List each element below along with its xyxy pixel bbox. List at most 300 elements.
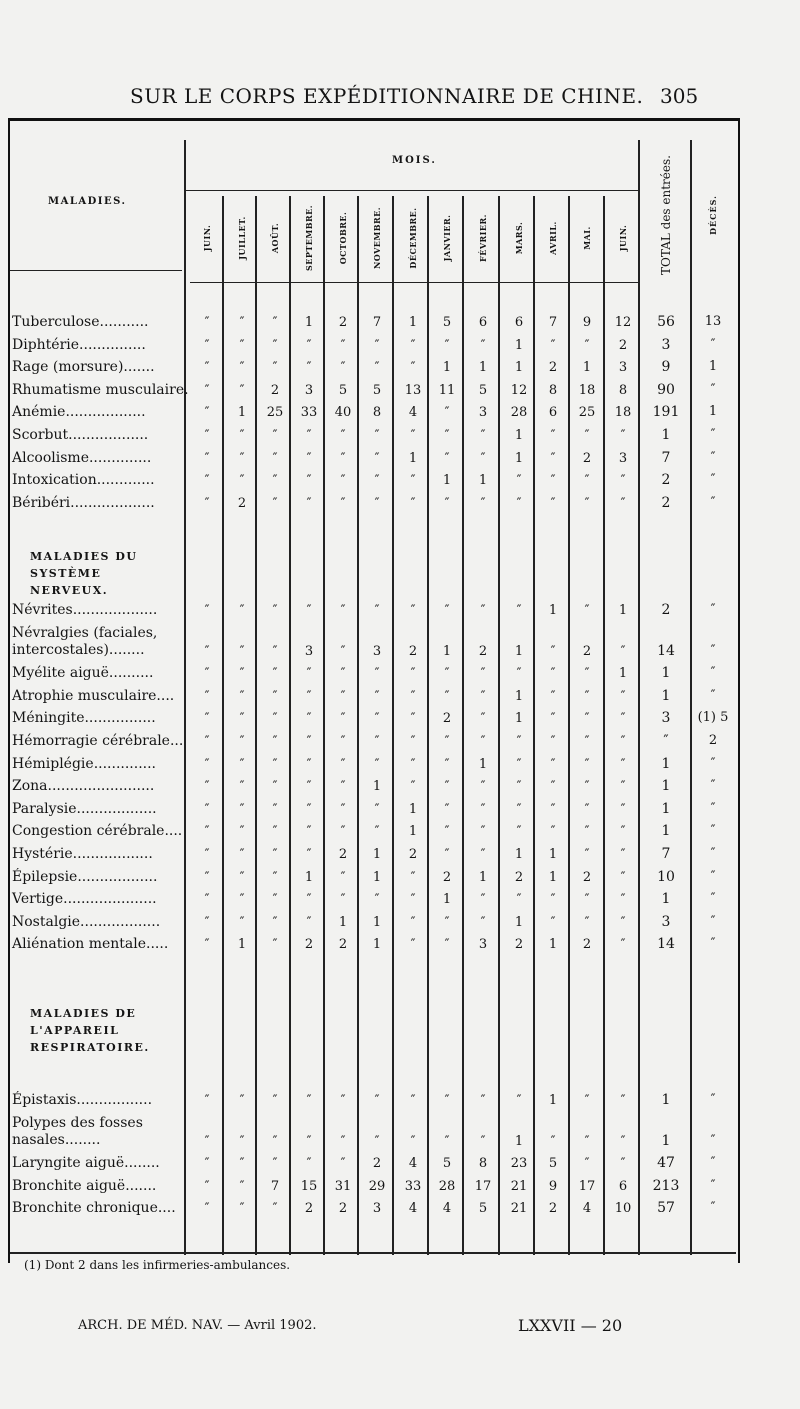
month-value: 33 — [300, 405, 318, 421]
month-value: ″ — [239, 847, 245, 862]
month-value: 33 — [404, 1178, 422, 1194]
month-value: ″ — [340, 756, 346, 772]
month-value: ″ — [340, 892, 346, 908]
table-row — [0, 844, 740, 866]
month-value: ″ — [239, 1156, 245, 1172]
month-value: ″ — [550, 666, 556, 682]
month-value: ″ — [410, 1133, 416, 1149]
month-value: ″ — [444, 734, 450, 749]
month-value: ″ — [340, 666, 346, 682]
month-value: 12 — [510, 382, 528, 398]
month-value: 3 — [304, 643, 314, 659]
month-value: ″ — [306, 603, 312, 618]
month-value: ″ — [374, 603, 380, 618]
month-value: ″ — [239, 824, 245, 840]
month-value: 3 — [372, 1201, 382, 1217]
month-value: ″ — [204, 643, 210, 659]
month-value: ″ — [340, 360, 346, 376]
month-header-label: JUIN. — [618, 224, 628, 252]
month-value: ″ — [272, 603, 278, 618]
month-value: ″ — [550, 1133, 556, 1149]
total-value: 90 — [657, 381, 675, 398]
month-value: 40 — [334, 405, 352, 421]
deaths-value: ″ — [710, 1132, 716, 1148]
month-value: ″ — [584, 734, 590, 749]
footer-journal: ARCH. DE MÉD. NAV. — Avril 1902. — [78, 1318, 317, 1333]
month-value: 1 — [442, 892, 452, 908]
table-row — [0, 799, 740, 821]
month-value: ″ — [410, 428, 416, 443]
month-value: 2 — [582, 643, 592, 659]
total-value: 2 — [661, 494, 671, 511]
month-value: ″ — [584, 1156, 590, 1172]
month-value: 1 — [478, 360, 488, 376]
month-value: ″ — [272, 1133, 278, 1149]
month-value: ″ — [204, 337, 210, 353]
month-value: ″ — [620, 473, 626, 489]
month-value: ″ — [444, 450, 450, 466]
total-value: 3 — [661, 336, 671, 353]
month-value: 1 — [514, 711, 524, 727]
month-value: ″ — [306, 914, 312, 930]
deaths-value: ″ — [710, 800, 716, 816]
total-value: 191 — [652, 404, 680, 421]
month-value: ″ — [584, 495, 590, 511]
month-value: ″ — [204, 666, 210, 682]
month-value: ″ — [340, 643, 346, 659]
month-value: ″ — [620, 495, 626, 511]
month-value: ″ — [410, 337, 416, 353]
month-value: ″ — [410, 779, 416, 795]
disease-name: Tuberculose........... — [12, 314, 149, 330]
month-value: 2 — [237, 495, 247, 511]
month-header-label: AVRIL. — [548, 221, 558, 255]
month-value: ″ — [620, 688, 626, 704]
table-row — [0, 357, 740, 379]
month-value: ″ — [516, 473, 522, 489]
month-value: ″ — [410, 892, 416, 908]
month-value: ″ — [204, 869, 210, 885]
month-value: ″ — [480, 450, 486, 466]
month-value: 1 — [514, 428, 524, 443]
month-header — [292, 196, 326, 280]
month-value: ″ — [480, 1133, 486, 1149]
month-value: ″ — [204, 495, 210, 511]
month-value: ″ — [239, 450, 245, 466]
month-value: 8 — [618, 382, 628, 398]
month-value: ″ — [239, 360, 245, 376]
month-value: ″ — [480, 337, 486, 353]
month-value: 2 — [514, 937, 524, 953]
month-value: ″ — [374, 428, 380, 443]
disease-name: Aliénation mentale..... — [12, 936, 169, 953]
month-value: ″ — [374, 711, 380, 727]
month-value: 17 — [578, 1178, 596, 1194]
month-value: ″ — [620, 779, 626, 795]
month-value: ″ — [410, 666, 416, 682]
month-value: ″ — [272, 869, 278, 885]
month-value: 2 — [582, 869, 592, 885]
disease-name: Intoxication............. — [12, 472, 155, 489]
month-value: 2 — [338, 847, 348, 862]
month-value: 1 — [548, 1093, 558, 1108]
month-value: ″ — [272, 779, 278, 795]
month-value: ″ — [239, 1178, 245, 1194]
month-value: 29 — [368, 1178, 386, 1194]
month-header-label: MARS. — [514, 221, 524, 255]
month-value: 1 — [514, 688, 524, 704]
month-value: 1 — [237, 405, 247, 421]
month-value: 11 — [438, 382, 456, 398]
total-value: 213 — [652, 1177, 680, 1194]
month-value: ″ — [480, 779, 486, 795]
month-value: ″ — [550, 914, 556, 930]
month-value: ″ — [272, 756, 278, 772]
month-value: ″ — [410, 734, 416, 749]
month-value: ″ — [550, 337, 556, 353]
month-value: 12 — [614, 315, 632, 330]
deaths-value: ″ — [710, 602, 716, 617]
month-value: ″ — [374, 1093, 380, 1108]
month-value: ″ — [584, 756, 590, 772]
month-value: ″ — [584, 711, 590, 727]
deaths-value: ″ — [710, 823, 716, 839]
month-value: 6 — [478, 315, 488, 330]
total-value: ″ — [663, 733, 669, 749]
disease-name: Bronchite aiguë....... — [12, 1177, 157, 1194]
disease-name: Hémiplégie.............. — [12, 755, 156, 772]
month-value: ″ — [272, 1093, 278, 1108]
month-value: ″ — [516, 734, 522, 749]
table-row — [0, 1090, 740, 1112]
total-value: 2 — [661, 602, 671, 618]
month-value: ″ — [374, 756, 380, 772]
month-value: 2 — [442, 711, 452, 727]
month-value: ″ — [272, 1156, 278, 1172]
total-value: 1 — [661, 665, 671, 682]
month-header — [502, 196, 536, 280]
month-value: 1 — [372, 869, 382, 885]
month-value: ″ — [444, 824, 450, 840]
disease-name: Polypes des fosses nasales........ — [12, 1114, 143, 1148]
month-value: ″ — [204, 711, 210, 727]
deaths-value: ″ — [710, 687, 716, 703]
month-value: 4 — [408, 1201, 418, 1217]
month-value: 2 — [618, 337, 628, 353]
month-header-label: NOVEMBRE. — [372, 206, 382, 270]
month-value: 3 — [372, 643, 382, 659]
disease-name: Épilepsie.................. — [12, 868, 158, 885]
month-value: ″ — [620, 1093, 626, 1108]
deaths-value: ″ — [710, 936, 716, 952]
month-value: ″ — [444, 337, 450, 353]
month-value: ″ — [584, 779, 590, 795]
month-value: 2 — [338, 937, 348, 953]
month-value: ″ — [306, 892, 312, 908]
month-header — [190, 196, 224, 280]
month-value: ″ — [272, 801, 278, 817]
month-value: 1 — [548, 847, 558, 862]
month-value: ″ — [444, 405, 450, 421]
month-value: ″ — [340, 1093, 346, 1108]
table-row — [0, 600, 740, 622]
month-value: ″ — [444, 688, 450, 704]
month-header-label: DÉCEMBRE. — [408, 207, 418, 269]
month-value: ″ — [272, 643, 278, 659]
month-value: 28 — [438, 1178, 456, 1194]
month-value: ″ — [340, 603, 346, 618]
month-value: ″ — [239, 337, 245, 353]
total-value: 9 — [661, 359, 671, 376]
table-row — [0, 425, 740, 447]
month-value: ″ — [204, 1178, 210, 1194]
month-value: 2 — [338, 315, 348, 330]
month-value: ″ — [584, 603, 590, 618]
month-value: ″ — [480, 666, 486, 682]
month-header — [360, 196, 394, 280]
disease-name: Scorbut.................. — [12, 427, 149, 443]
month-value: 1 — [548, 937, 558, 953]
month-value: ″ — [444, 756, 450, 772]
month-value: ″ — [550, 473, 556, 489]
table-bottom-rule — [10, 1252, 736, 1254]
deaths-value: 13 — [704, 314, 722, 329]
month-value: ″ — [306, 666, 312, 682]
month-value: ″ — [272, 824, 278, 840]
month-value: ″ — [306, 801, 312, 817]
month-value: ″ — [480, 711, 486, 727]
table-row — [0, 1176, 740, 1198]
month-value: ″ — [410, 360, 416, 376]
month-value: ″ — [340, 688, 346, 704]
table-row — [0, 1153, 740, 1175]
month-value: ″ — [444, 937, 450, 953]
month-value: ″ — [306, 1156, 312, 1172]
month-value: ″ — [584, 892, 590, 908]
total-value: 57 — [657, 1200, 675, 1217]
table-row — [0, 889, 740, 911]
deaths-value: ″ — [710, 494, 716, 510]
month-value: 1 — [514, 337, 524, 353]
month-value: 2 — [442, 869, 452, 885]
month-value: ″ — [516, 779, 522, 795]
month-value: 1 — [237, 937, 247, 953]
month-value: ″ — [620, 428, 626, 443]
month-value: 1 — [548, 603, 558, 618]
month-value: 1 — [442, 360, 452, 376]
month-value: ″ — [550, 643, 556, 659]
month-value: 1 — [514, 643, 524, 659]
deaths-value: ″ — [710, 336, 716, 352]
month-value: ″ — [620, 892, 626, 908]
month-value: ″ — [410, 937, 416, 953]
month-value: ″ — [239, 1201, 245, 1217]
month-value: ″ — [306, 450, 312, 466]
month-value: ″ — [584, 847, 590, 862]
month-value: ″ — [374, 473, 380, 489]
month-value: ″ — [204, 1201, 210, 1217]
table-row — [0, 380, 740, 402]
month-value: ″ — [306, 428, 312, 443]
month-value: 5 — [338, 382, 348, 398]
month-value: ″ — [272, 892, 278, 908]
month-value: 17 — [474, 1178, 492, 1194]
disease-name: Atrophie musculaire.... — [12, 687, 175, 704]
month-value: 7 — [548, 315, 558, 330]
month-value: ″ — [444, 847, 450, 862]
table-row — [0, 312, 740, 334]
disease-name: Rage (morsure)....... — [12, 359, 155, 376]
month-value: 1 — [372, 779, 382, 795]
month-value: ″ — [516, 824, 522, 840]
month-value: ″ — [239, 603, 245, 618]
month-value: 1 — [478, 869, 488, 885]
month-value: 1 — [478, 473, 488, 489]
month-value: ″ — [480, 1093, 486, 1108]
month-value: ″ — [550, 892, 556, 908]
total-value: 14 — [657, 936, 675, 953]
deaths-header-label: DÉCÈS. — [708, 195, 718, 235]
month-value: ″ — [550, 779, 556, 795]
month-value: ″ — [410, 711, 416, 727]
total-value: 1 — [661, 755, 671, 772]
month-value: ″ — [584, 428, 590, 443]
month-header-label: MAI. — [582, 226, 592, 250]
month-value: 1 — [372, 914, 382, 930]
month-value: ″ — [204, 734, 210, 749]
month-value: 4 — [442, 1201, 452, 1217]
month-value: 13 — [404, 382, 422, 398]
disease-name: Névrites................... — [12, 602, 158, 618]
month-value: ″ — [340, 779, 346, 795]
month-header — [606, 196, 640, 280]
month-value: ″ — [239, 643, 245, 659]
month-value: ″ — [444, 1093, 450, 1108]
table-row — [0, 731, 740, 753]
deaths-header — [692, 150, 734, 280]
month-header — [225, 196, 259, 280]
month-value: 1 — [408, 801, 418, 817]
total-value: 1 — [661, 800, 671, 817]
disease-name: Béribéri................... — [12, 494, 155, 511]
month-value: ″ — [584, 337, 590, 353]
disease-name: Alcoolisme.............. — [12, 449, 152, 466]
total-header-label: TOTAL des entrées. — [659, 155, 673, 275]
month-value: ″ — [306, 473, 312, 489]
month-value: ″ — [584, 473, 590, 489]
month-value: ″ — [480, 495, 486, 511]
month-value: ″ — [620, 711, 626, 727]
disease-name: Rhumatisme musculaire. — [12, 381, 189, 398]
deaths-value: ″ — [710, 778, 716, 794]
month-value: ″ — [204, 937, 210, 953]
month-value: ″ — [620, 847, 626, 862]
month-value: ″ — [204, 1133, 210, 1149]
deaths-value: ″ — [710, 642, 716, 658]
month-value: ″ — [239, 1133, 245, 1149]
month-value: 1 — [514, 360, 524, 376]
table-row — [0, 470, 740, 492]
month-value: ″ — [516, 892, 522, 908]
month-value: 2 — [582, 937, 592, 953]
month-value: ″ — [272, 847, 278, 862]
month-value: ″ — [340, 1156, 346, 1172]
table-row — [0, 867, 740, 889]
month-value: ″ — [239, 688, 245, 704]
total-value: 2 — [661, 472, 671, 489]
month-value: 2 — [582, 450, 592, 466]
month-value: ″ — [204, 847, 210, 862]
month-value: 5 — [372, 382, 382, 398]
page-number: 305 — [660, 84, 699, 108]
total-value: 1 — [661, 823, 671, 840]
month-value: ″ — [480, 688, 486, 704]
month-value: ″ — [340, 869, 346, 885]
month-value: ″ — [306, 734, 312, 749]
table-row — [0, 402, 740, 424]
month-value: ″ — [444, 603, 450, 618]
month-header — [430, 196, 464, 280]
month-value: ″ — [272, 711, 278, 727]
total-value: 1 — [661, 778, 671, 795]
month-value: 1 — [618, 603, 628, 618]
month-value: 2 — [478, 643, 488, 659]
month-value: 2 — [548, 1201, 558, 1217]
deaths-value: ″ — [710, 891, 716, 907]
total-value: 7 — [661, 846, 671, 862]
month-header-label: JANVIER. — [442, 214, 452, 262]
month-value: 1 — [514, 450, 524, 466]
month-value: 1 — [478, 756, 488, 772]
month-value: ″ — [239, 473, 245, 489]
deaths-value: ″ — [710, 913, 716, 929]
deaths-value: ″ — [710, 427, 716, 442]
month-value: 2 — [372, 1156, 382, 1172]
month-value: 4 — [408, 405, 418, 421]
month-value: 15 — [300, 1178, 318, 1194]
month-header — [396, 196, 430, 280]
month-value: ″ — [444, 914, 450, 930]
month-value: 1 — [442, 473, 452, 489]
month-header — [570, 196, 604, 280]
month-header-label: JUIN. — [202, 224, 212, 252]
month-value: 2 — [408, 847, 418, 862]
month-value: ″ — [550, 734, 556, 749]
month-value: 1 — [582, 360, 592, 376]
month-header-label: JUILLET. — [237, 216, 247, 260]
month-value: ″ — [204, 756, 210, 772]
table-row — [0, 754, 740, 776]
month-value: 1 — [514, 847, 524, 862]
month-value: 3 — [618, 360, 628, 376]
disease-name: Épistaxis................. — [12, 1092, 153, 1108]
header-rule — [184, 190, 638, 191]
running-head — [0, 82, 800, 112]
month-value: ″ — [410, 1093, 416, 1108]
month-value: ″ — [204, 315, 210, 330]
month-value: ″ — [480, 892, 486, 908]
month-value: ″ — [306, 756, 312, 772]
month-value: ″ — [444, 666, 450, 682]
total-value: 1 — [661, 1132, 671, 1149]
month-value: ″ — [204, 1093, 210, 1108]
month-value: ″ — [620, 756, 626, 772]
month-value: ″ — [620, 801, 626, 817]
table-row — [0, 448, 740, 470]
deaths-value: 1 — [708, 359, 718, 375]
deaths-value: ″ — [710, 1200, 716, 1216]
month-value: 6 — [548, 405, 558, 421]
